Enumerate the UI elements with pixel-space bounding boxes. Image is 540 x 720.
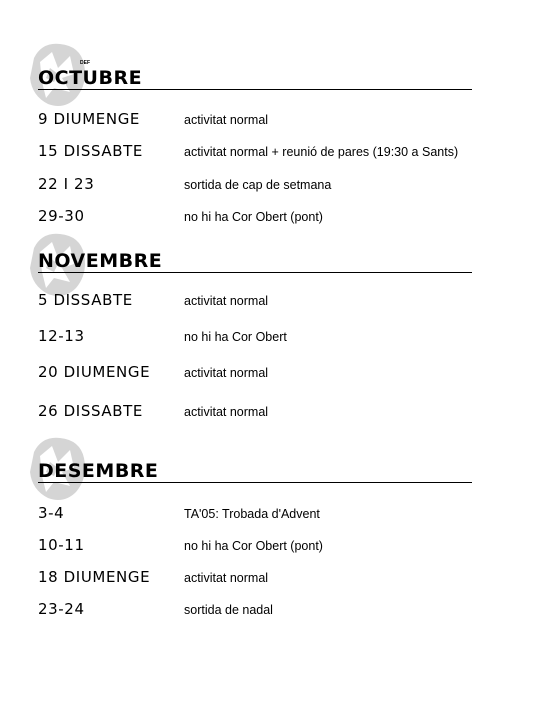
event-activity: sortida de nadal <box>184 603 273 617</box>
event-date: 29-30 <box>38 207 85 225</box>
event-row <box>38 140 518 162</box>
event-date: 15 DISSABTE <box>38 142 143 160</box>
event-row <box>38 502 518 524</box>
month-header-octubre <box>38 60 472 90</box>
event-activity: TA'05: Trobada d'Advent <box>184 507 320 521</box>
event-activity: no hi ha Cor Obert (pont) <box>184 539 323 553</box>
event-activity: activitat normal <box>184 405 269 419</box>
event-activity: no hi ha Cor Obert <box>184 330 287 344</box>
event-date: 20 DIUMENGE <box>38 363 151 381</box>
event-row <box>38 289 518 311</box>
event-activity: no hi ha Cor Obert (pont) <box>184 210 323 224</box>
event-row <box>38 173 518 195</box>
event-activity: activitat normal <box>184 571 269 585</box>
month-header-desembre <box>38 460 472 483</box>
event-date: 12-13 <box>38 327 85 345</box>
event-row <box>38 108 518 130</box>
event-date: 9 DIUMENGE <box>38 110 141 128</box>
event-row <box>38 598 518 620</box>
event-row <box>38 400 518 422</box>
month-title: OCTUBRE <box>38 67 143 89</box>
event-date: 22 I 23 <box>38 175 95 193</box>
event-row <box>38 534 518 556</box>
month-title: DESEMBRE <box>38 460 159 482</box>
month-title: NOVEMBRE <box>38 250 163 272</box>
event-row <box>38 361 518 383</box>
event-row <box>38 566 518 588</box>
event-date: 3-4 <box>38 504 65 522</box>
month-header-novembre <box>38 250 472 273</box>
event-activity: sortida de cap de setmana <box>184 178 332 192</box>
event-activity: activitat normal + reunió de pares (19:30 a Sants) <box>184 145 459 159</box>
event-activity: activitat normal <box>184 366 269 380</box>
event-row <box>38 205 518 227</box>
event-date: 23-24 <box>38 600 85 618</box>
event-activity: activitat normal <box>184 294 269 308</box>
event-date: 10-11 <box>38 536 85 554</box>
event-date: 26 DISSABTE <box>38 402 143 420</box>
event-date: 18 DIUMENGE <box>38 568 151 586</box>
event-row <box>38 325 518 347</box>
event-activity: activitat normal <box>184 113 269 127</box>
event-date: 5 DISSABTE <box>38 291 133 309</box>
month-superscript: DEF <box>80 60 90 66</box>
